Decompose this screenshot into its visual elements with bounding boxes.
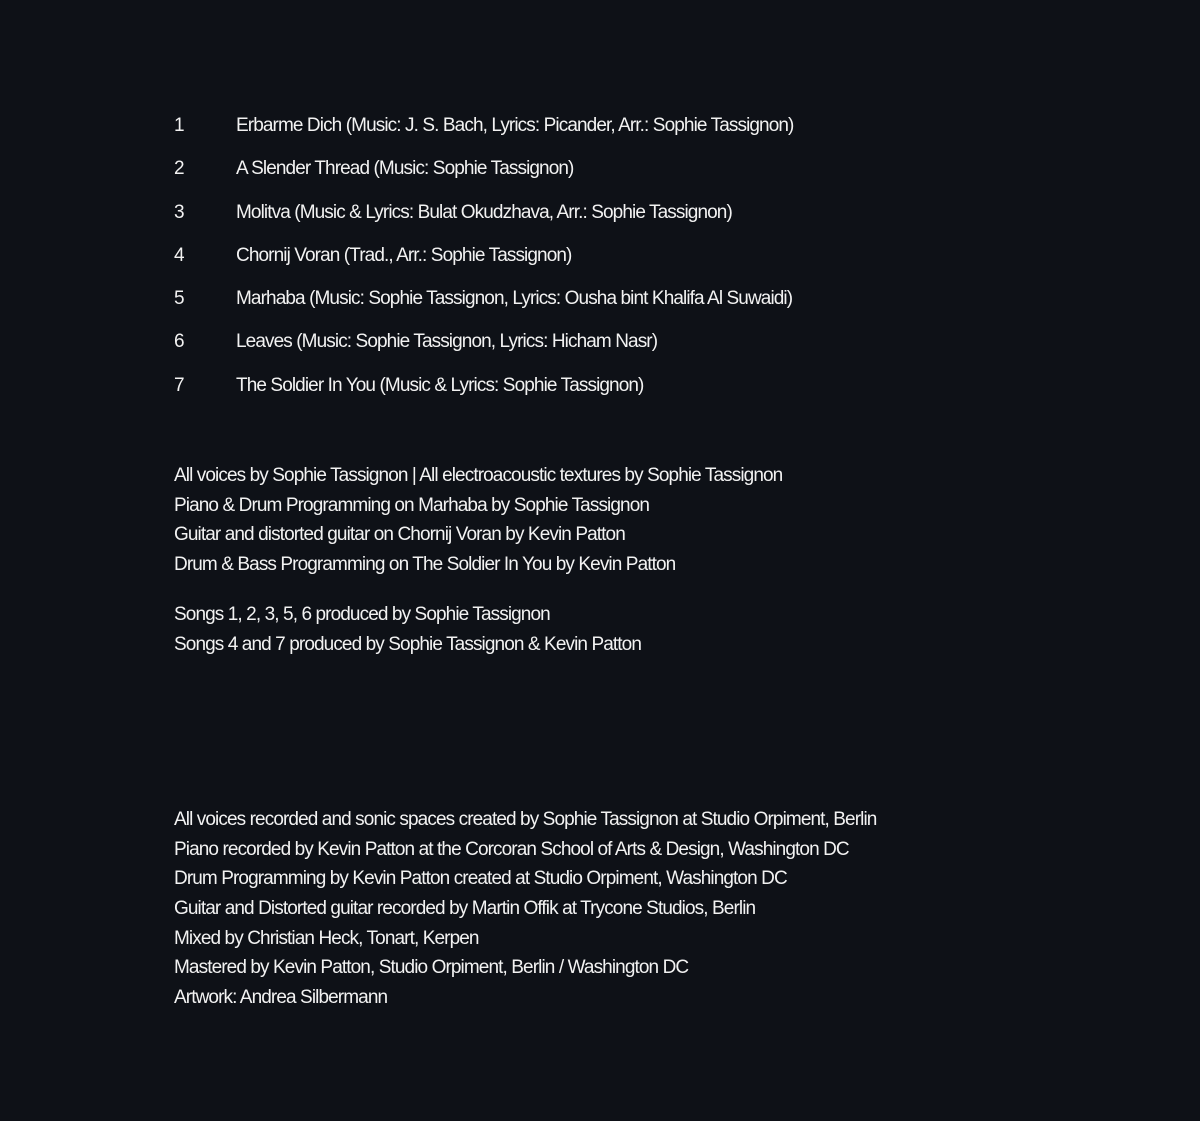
track-title: Leaves (Music: Sophie Tassignon, Lyrics: Hicham Nasr) <box>236 331 658 353</box>
credit-line: Songs 1, 2, 3, 5, 6 produced by Sophie Tassignon <box>174 604 550 625</box>
credit-line: Artwork: Andrea Silbermann <box>174 987 388 1009</box>
track-row <box>174 285 1074 328</box>
credit-line: Mixed by Christian Heck, Tonart, Kerpen <box>174 927 479 949</box>
track-title: Erbarme Dich (Music: J. S. Bach, Lyrics: Picander, Arr.: Sophie Tassignon) <box>236 115 794 136</box>
track-title: The Soldier In You (Music & Lyrics: Sophie Tassignon) <box>236 374 644 396</box>
track-row <box>174 155 1074 198</box>
track-number: 3 <box>174 201 184 223</box>
credit-line: All voices by Sophie Tassignon | All electroacoustic textures by Sophie Tassignon <box>174 465 783 486</box>
credit-line: Drum Programming by Kevin Patton created at Studio Orpiment, Washington DC <box>174 868 787 890</box>
production-credits <box>174 601 1074 660</box>
credit-line: Drum & Bass Programming on The Soldier In You by Kevin Patton <box>174 554 676 576</box>
track-number: 2 <box>174 158 184 180</box>
track-number: 5 <box>174 288 184 310</box>
credit-line: Guitar and distorted guitar on Chornij Voran by Kevin Patton <box>174 524 625 546</box>
track-row <box>174 199 1074 242</box>
credit-line: Piano recorded by Kevin Patton at the Corcoran School of Arts & Design, Washington DC <box>174 838 849 860</box>
track-title: Marhaba (Music: Sophie Tassignon, Lyrics: Ousha bint Khalifa Al Suwaidi) <box>236 288 793 310</box>
track-row <box>174 112 1074 155</box>
track-row <box>174 242 1074 285</box>
credit-line: Songs 4 and 7 produced by Sophie Tassignon & Kevin Patton <box>174 633 641 655</box>
track-title: A Slender Thread (Music: Sophie Tassignon) <box>236 158 574 180</box>
track-number: 4 <box>174 244 184 266</box>
credit-line: All voices recorded and sonic spaces created by Sophie Tassignon at Studio Orpiment, Berlin <box>174 809 877 830</box>
track-row <box>174 328 1074 371</box>
track-title: Chornij Voran (Trad., Arr.: Sophie Tassignon) <box>236 244 572 266</box>
performance-credits <box>174 462 1074 581</box>
track-row <box>174 372 1074 415</box>
credit-line: Piano & Drum Programming on Marhaba by Sophie Tassignon <box>174 494 650 516</box>
credit-line: Mastered by Kevin Patton, Studio Orpiment, Berlin / Washington DC <box>174 957 689 979</box>
credit-line: Guitar and Distorted guitar recorded by Martin Offik at Trycone Studios, Berlin <box>174 898 756 920</box>
track-number: 6 <box>174 331 184 353</box>
track-number: 7 <box>174 374 184 396</box>
track-title: Molitva (Music & Lyrics: Bulat Okudzhava, Arr.: Sophie Tassignon) <box>236 201 732 223</box>
recording-credits <box>174 806 1074 1014</box>
tracklist <box>174 112 1074 415</box>
track-number: 1 <box>174 115 184 136</box>
